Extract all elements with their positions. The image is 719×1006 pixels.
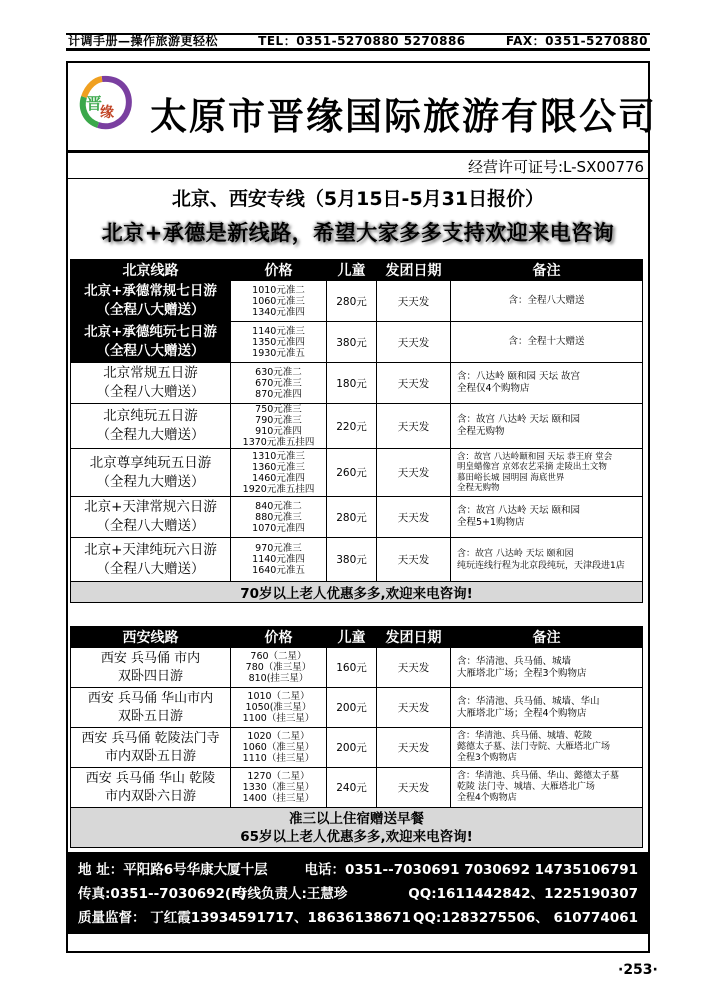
header-divider	[66, 150, 650, 153]
address: 地 址：平阳路6号华康大厦十层	[78, 862, 268, 878]
route-name: 西安 兵马俑 华山市内 双卧五日游	[71, 688, 231, 728]
top-fax: FAX：0351-5270880	[505, 34, 648, 48]
departure: 天天发	[377, 322, 451, 363]
route-notes: 含：华清池、兵马俑、华山、懿德太子墓 乾陵 法门寺、城墙、大雁塔北广场 全程4个购物店	[451, 768, 643, 808]
table-row	[71, 404, 643, 449]
table-row	[71, 538, 643, 582]
departure: 天天发	[377, 648, 451, 688]
top-slogan: 计调手册—操作旅游更轻松	[68, 34, 219, 48]
route-notes: 含：华清池、兵马俑、城墙 大雁塔北广场；全程3个购物店	[451, 648, 643, 688]
svg-text:缘: 缘	[100, 105, 114, 121]
route-notes: 含：全程八大赠送	[451, 281, 643, 322]
route-price: 1270（二星） 1330（准三星） 1400（挂三星）	[231, 768, 327, 808]
departure: 天天发	[377, 768, 451, 808]
child-price: 380元	[327, 322, 377, 363]
contact-block	[68, 852, 648, 934]
child-price: 180元	[327, 363, 377, 404]
col-child: 儿童	[327, 627, 377, 648]
qq-contacts: QQ:1611442842、1225190307	[408, 886, 638, 902]
route-price: 630元准二 670元准三 870元准四	[231, 363, 327, 404]
col-notes: 备注	[451, 627, 643, 648]
license-number: 经营许可证号:L-SX00776	[468, 158, 645, 176]
route-name: 北京+天津常规六日游 （全程八大赠送）	[71, 497, 231, 538]
child-price: 160元	[327, 648, 377, 688]
route-notes: 含：故宫 八达岭颐和园 天坛 恭王府 堂会 明皇蜡像宫 京郊农艺采摘 走陵出土文物 慕田峪长城 园明园 海底世界 全程无购物	[451, 449, 643, 497]
child-price: 280元	[327, 281, 377, 322]
route-name: 西安 兵马俑 市内 双卧四日游	[71, 648, 231, 688]
promo-subtitle: 北京+承德是新线路，希望大家多多支持欢迎来电咨询	[101, 221, 615, 245]
col-price: 价格	[231, 627, 327, 648]
table-row	[71, 281, 643, 322]
route-notes: 含：全程十大赠送	[451, 322, 643, 363]
route-notes: 含：故宫 八达岭 天坛 颐和园 全程无购物	[451, 404, 643, 449]
col-child: 儿童	[327, 260, 377, 281]
route-name: 西安 兵马俑 乾陵法门寺 市内双卧五日游	[71, 728, 231, 768]
route-price: 1020（二星） 1060（准三星） 1110（挂三星）	[231, 728, 327, 768]
child-price: 280元	[327, 497, 377, 538]
beijing-table	[70, 259, 643, 603]
route-name: 北京常规五日游 （全程八大赠送）	[71, 363, 231, 404]
child-price: 220元	[327, 404, 377, 449]
table-row	[71, 497, 643, 538]
route-notes: 含：八达岭 颐和园 天坛 故宫 全程仅4个购物店	[451, 363, 643, 404]
route-price: 1010元准二 1060元准三 1340元准四	[231, 281, 327, 322]
col-route: 西安线路	[71, 627, 231, 648]
table-header	[71, 260, 643, 281]
route-name: 北京+天津纯玩六日游 （全程八大赠送）	[71, 538, 231, 582]
route-price: 1140元准三 1350元准四 1930元准五	[231, 322, 327, 363]
departure: 天天发	[377, 363, 451, 404]
route-name: 北京尊享纯玩五日游 （全程九大赠送）	[71, 449, 231, 497]
child-price: 260元	[327, 449, 377, 497]
departure: 天天发	[377, 688, 451, 728]
qq-supervisor: QQ:1283275506、 610774061	[412, 910, 638, 926]
route-notes: 含：故宫 八达岭 天坛 颐和园 全程5+1购物店	[451, 497, 643, 538]
quality-supervisor: 质量监督： 丁红霞13934591717、18636138671	[78, 910, 411, 926]
route-name: 西安 兵马俑 华山 乾陵 市内双卧六日游	[71, 768, 231, 808]
route-price: 1310元准三 1360元准三 1460元准四 1920元准五挂四	[231, 449, 327, 497]
fax: 传真:0351--7030692(F)	[78, 886, 247, 902]
child-price: 380元	[327, 538, 377, 582]
table-row	[71, 688, 643, 728]
svg-text:晋: 晋	[86, 94, 103, 113]
col-departure: 发团日期	[377, 627, 451, 648]
col-departure: 发团日期	[377, 260, 451, 281]
route-notes: 含：华清池、兵马俑、城墙、华山 大雁塔北广场；全程4个购物店	[451, 688, 643, 728]
route-price: 1010（二星） 1050(准三星） 1100（挂三星）	[231, 688, 327, 728]
senior-notice: 70岁以上老人优惠多多,欢迎来电咨询!	[71, 582, 643, 603]
child-price: 240元	[327, 768, 377, 808]
logo-icon	[72, 71, 136, 135]
route-notes: 含：故宫 八达岭 天坛 颐和园 纯玩连线行程为北京段纯玩，天津段进1店	[451, 538, 643, 582]
departure: 天天发	[377, 404, 451, 449]
route-price: 760（二星） 780（准三星） 810(挂三星）	[231, 648, 327, 688]
child-price: 200元	[327, 688, 377, 728]
route-name: 北京+承德常规七日游 （全程八大赠送）	[71, 281, 231, 322]
top-tel: TEL：0351-5270880 5270886	[258, 34, 466, 48]
departure: 天天发	[377, 538, 451, 582]
xian-notice	[71, 808, 643, 848]
departure: 天天发	[377, 497, 451, 538]
departure: 天天发	[377, 728, 451, 768]
company-name: 太原市晋缘国际旅游有限公司	[150, 95, 657, 138]
route-price: 750元准三 790元准三 910元准四 1370元准五挂四	[231, 404, 327, 449]
phone: 电话：0351--7030691 7030692 14735106791	[304, 862, 638, 878]
col-route: 北京线路	[71, 260, 231, 281]
table-footer	[71, 582, 643, 603]
promo-title: 北京、西安专线（5月15日-5月31日报价）	[171, 188, 545, 210]
departure: 天天发	[377, 449, 451, 497]
col-notes: 备注	[451, 260, 643, 281]
table-row	[71, 322, 643, 363]
route-price: 970元准三 1140元准四 1640元准五	[231, 538, 327, 582]
table-row	[71, 768, 643, 808]
table-header	[71, 627, 643, 648]
child-price: 200元	[327, 728, 377, 768]
top-bar	[66, 33, 650, 51]
senior-notice: 65岁以上老人优惠多多,欢迎来电咨询!	[240, 828, 473, 845]
route-name: 北京纯玩五日游 （全程九大赠送）	[71, 404, 231, 449]
license-divider	[68, 178, 648, 179]
company-logo	[72, 71, 136, 135]
table-footer	[71, 808, 643, 848]
col-price: 价格	[231, 260, 327, 281]
breakfast-notice: 准三以上住宿赠送早餐	[289, 810, 424, 827]
route-price: 840元准二 880元准三 1070元准四	[231, 497, 327, 538]
route-name: 北京+承德纯玩七日游 （全程八大赠送）	[71, 322, 231, 363]
table-row	[71, 363, 643, 404]
line-manager: 专线负责人:王慧珍	[234, 886, 348, 902]
table-row	[71, 449, 643, 497]
xian-table	[70, 626, 643, 848]
page-number: ·253·	[618, 962, 658, 978]
departure: 天天发	[377, 281, 451, 322]
table-row	[71, 648, 643, 688]
route-notes: 含：华清池、兵马俑、城墙、乾陵 懿德太子墓、法门寺院、大雁塔北广场 全程3个购物店	[451, 728, 643, 768]
table-row	[71, 728, 643, 768]
